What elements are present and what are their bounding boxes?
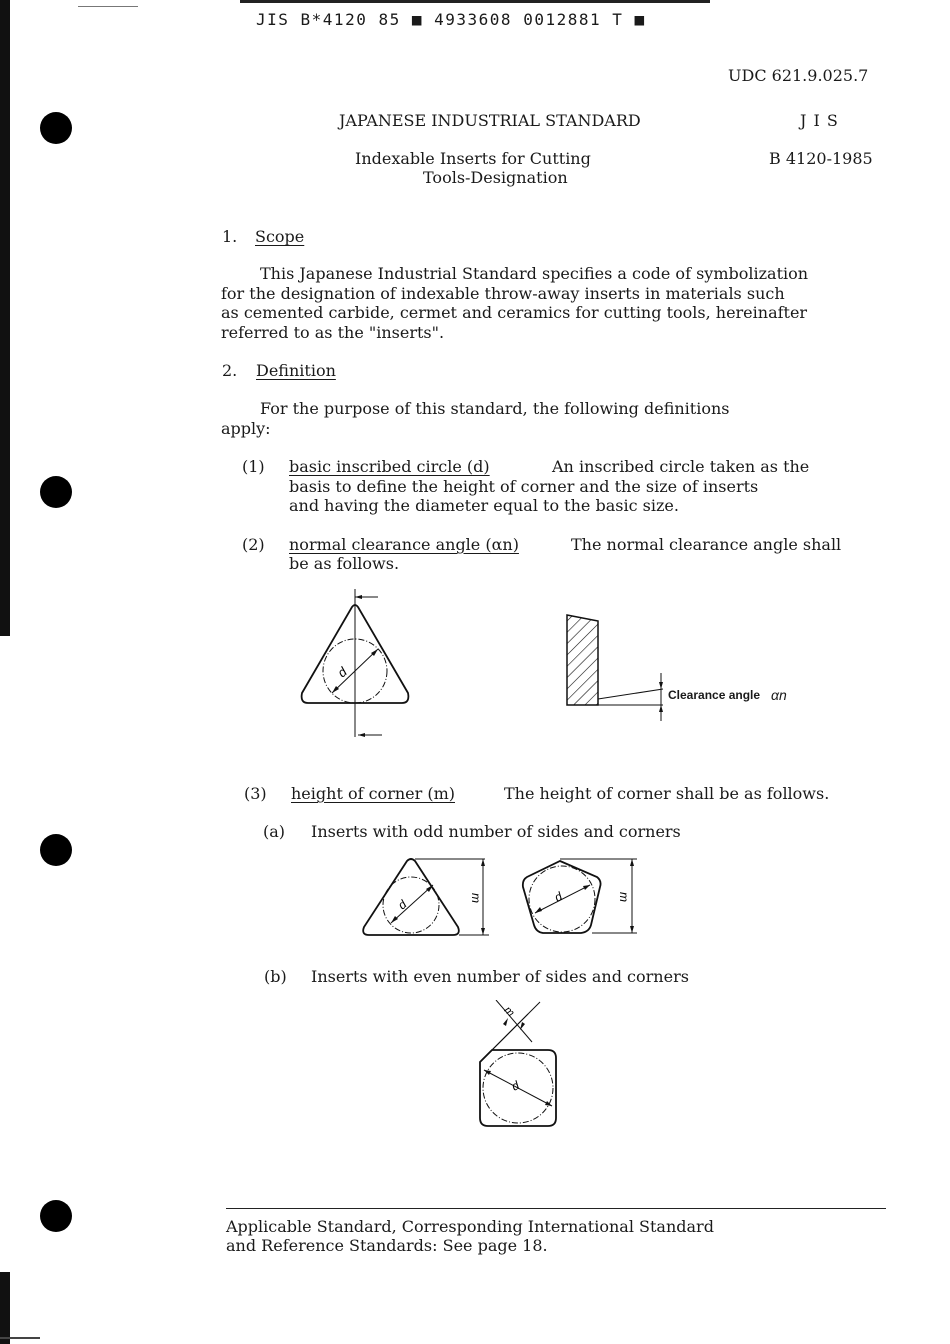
- section-1-number: 1.: [222, 227, 238, 246]
- odd-sided-inserts-figure: [355, 855, 645, 945]
- triangle-m-label: m: [469, 893, 483, 903]
- clearance-angle-label: Clearance angle: [668, 688, 761, 702]
- item-1-text-3: and having the diameter equal to the basic size.: [289, 496, 679, 515]
- subitem-b-label: (b): [264, 967, 287, 986]
- footer-rule: [226, 1208, 886, 1209]
- footer-line-1: Applicable Standard, Corresponding International Standard: [226, 1217, 714, 1236]
- punch-hole-1: [40, 112, 72, 144]
- scope-para-3: as cemented carbide, cermet and ceramics for cutting tools, hereinafter: [221, 303, 808, 322]
- item-2-text: The normal clearance angle shall: [571, 535, 842, 554]
- definition-para-1: For the purpose of this standard, the following definitions: [260, 399, 730, 418]
- even-sided-insert-figure: [470, 1000, 570, 1135]
- item-3-number: (3): [244, 784, 267, 803]
- jis-mark: J I S: [800, 111, 839, 130]
- top-edge-line: [240, 0, 710, 3]
- clearance-angle-figure: [560, 605, 810, 725]
- subitem-a-text: Inserts with odd number of sides and corners: [311, 822, 681, 841]
- scope-para-1: This Japanese Industrial Standard specifies a code of symbolization: [260, 264, 809, 283]
- standard-name: JAPANESE INDUSTRIAL STANDARD: [339, 111, 641, 130]
- square-m-label: m: [501, 1004, 517, 1020]
- left-binding-bar-bottom: [0, 1272, 10, 1344]
- item-3-term: height of corner (m): [291, 784, 455, 803]
- section-2-heading: Definition: [256, 361, 336, 380]
- subitem-a-label: (a): [263, 822, 286, 841]
- punch-hole-4: [40, 1200, 72, 1232]
- item-2-number: (2): [242, 535, 265, 554]
- left-binding-bar: [0, 0, 10, 636]
- item-1-text: An inscribed circle taken as the: [552, 457, 810, 476]
- item-1-term: basic inscribed circle (d): [289, 457, 490, 476]
- item-3-text: The height of corner shall be as follows.: [504, 784, 830, 803]
- subitem-b-text: Inserts with even number of sides and corners: [311, 967, 689, 986]
- item-1-text-2: basis to define the height of corner and the size of inserts: [289, 477, 759, 496]
- title-line-1: Indexable Inserts for Cutting: [355, 149, 591, 168]
- triangle-small-d-label: d: [395, 897, 410, 913]
- triangle-insert-figure: [290, 585, 420, 745]
- item-1-number: (1): [242, 457, 265, 476]
- title-line-2: Tools-Designation: [423, 168, 568, 187]
- footer-line-2: and Reference Standards: See page 18.: [226, 1236, 548, 1255]
- pentagon-m-label: m: [617, 892, 631, 902]
- alpha-n-symbol: αn: [771, 687, 787, 703]
- punch-hole-2: [40, 476, 72, 508]
- standard-number: B 4120-1985: [769, 149, 873, 168]
- scope-para-2: for the designation of indexable throw-away inserts in materials such: [221, 284, 785, 303]
- udc-number: UDC 621.9.025.7: [728, 66, 869, 85]
- pentagon-d-label: d: [552, 889, 565, 905]
- top-left-scan-line: [78, 6, 138, 7]
- item-2-text-2: be as follows.: [289, 554, 400, 573]
- bottom-edge-line: [0, 1337, 40, 1339]
- punch-hole-3: [40, 834, 72, 866]
- section-2-number: 2.: [222, 361, 238, 380]
- scope-para-4: referred to as the "inserts".: [221, 323, 445, 342]
- item-2-term: normal clearance angle (αn): [289, 535, 519, 554]
- definition-para-2: apply:: [221, 419, 271, 438]
- section-1-heading: Scope: [255, 227, 305, 246]
- triangle-d-label: d: [334, 664, 350, 681]
- barcode-line: JIS B*4120 85 ■ 4933608 0012881 T ■: [256, 10, 646, 29]
- square-d-label: d: [509, 1078, 522, 1094]
